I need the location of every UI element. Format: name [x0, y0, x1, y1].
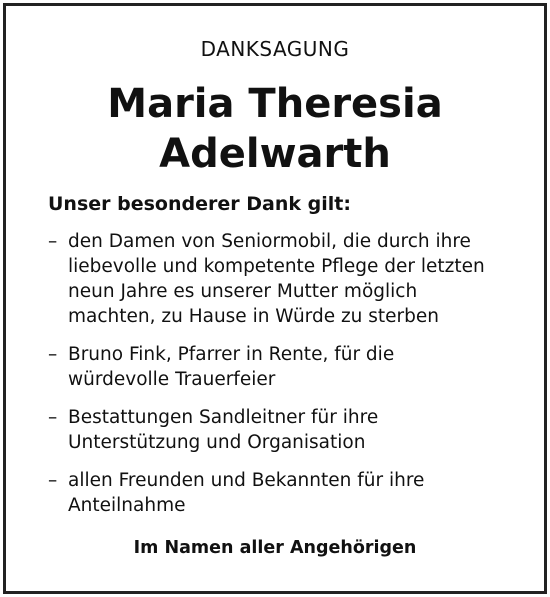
thanks-line: Bruno Fink, Pfarrer in Rente, für die	[68, 344, 395, 365]
thanks-item	[48, 468, 518, 518]
thanks-list	[48, 229, 518, 531]
thanks-line: liebevolle und kompetente Pflege der letzten	[68, 256, 485, 277]
thanks-line: allen Freunden und Bekannten für ihre	[68, 470, 425, 491]
thanks-line: neun Jahre es unserer Mutter möglich	[68, 281, 418, 302]
dash-bullet: –	[48, 470, 58, 491]
notice-title: DANKSAGUNG	[200, 37, 350, 61]
dash-bullet: –	[48, 344, 58, 365]
signature-line: Im Namen aller Angehörigen	[133, 538, 417, 558]
intro-text: Unser besonderer Dank gilt:	[48, 193, 351, 215]
thanks-line: Bestattungen Sandleitner für ihre	[68, 407, 379, 428]
thanks-item	[48, 229, 518, 329]
thanks-item	[48, 405, 518, 455]
thanks-line: Unterstützung und Organisation	[68, 432, 366, 453]
dash-bullet: –	[48, 407, 58, 428]
deceased-name-first: Maria Theresia	[107, 81, 443, 127]
thanks-line: den Damen von Seniormobil, die durch ihre	[68, 231, 471, 252]
thanks-line: machten, zu Hause in Würde zu sterben	[68, 306, 440, 327]
thanks-item	[48, 342, 518, 392]
thanks-line: Anteilnahme	[68, 495, 186, 516]
dash-bullet: –	[48, 231, 58, 252]
deceased-name-last: Adelwarth	[159, 131, 391, 177]
thanks-line: würdevolle Trauerfeier	[68, 369, 276, 390]
